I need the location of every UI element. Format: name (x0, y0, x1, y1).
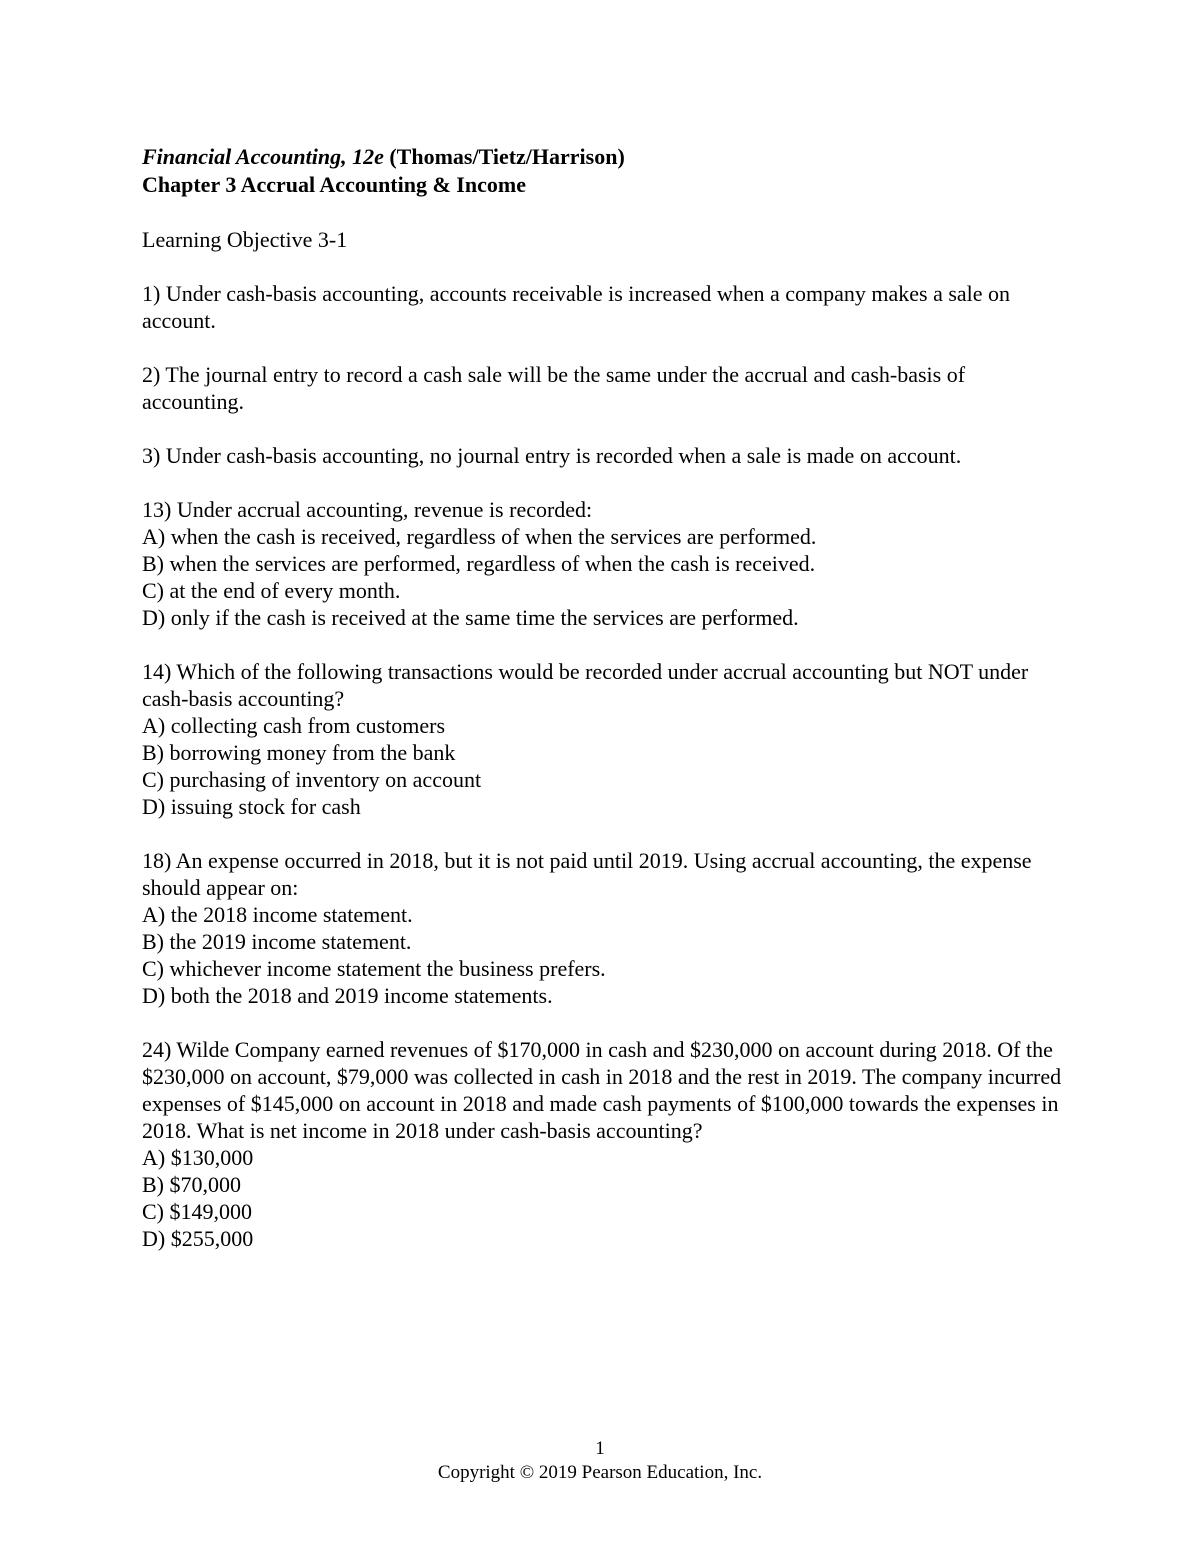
answer-option: C) purchasing of inventory on account (142, 767, 482, 792)
question-item (142, 496, 1072, 631)
answer-options (142, 523, 1072, 631)
learning-objective: Learning Objective 3-1 (142, 227, 348, 252)
page-number: 1 (595, 1438, 605, 1459)
answer-option: B) the 2019 income statement. (142, 929, 412, 954)
question-item (142, 280, 1072, 334)
question-stem: 24) Wilde Company earned revenues of $170,000 in cash and $230,000 on account during 2018. Of the $230,000 on account, $79,000 was collected in cash in 2018 and the rest in 2019. The company incurred expenses of $145,000 on account in 2018 and made cash payments of $100,000 towards the expenses in 2018. What is net income in 2018 under cash-basis accounting? (142, 1037, 1062, 1143)
question-stem: 13) Under accrual accounting, revenue is recorded: (142, 497, 593, 522)
answer-option: A) when the cash is received, regardless of when the services are performed. (142, 524, 817, 549)
question-stem: 14) Which of the following transactions would be recorded under accrual accounting but NOT under cash-basis accounting? (142, 659, 1029, 711)
answer-option: A) $130,000 (142, 1145, 254, 1170)
question-stem: 2) The journal entry to record a cash sale will be the same under the accrual and cash-basis of accounting. (142, 362, 966, 414)
question-stem: 3) Under cash-basis accounting, no journal entry is recorded when a sale is made on account. (142, 443, 962, 468)
question-stem: 18) An expense occurred in 2018, but it is not paid until 2019. Using accrual accounting, the expense should appear on: (142, 848, 1032, 900)
answer-option: B) borrowing money from the bank (142, 740, 456, 765)
answer-option: A) the 2018 income statement. (142, 902, 413, 927)
question-stem: 1) Under cash-basis accounting, accounts receivable is increased when a company makes a sale on account. (142, 281, 1011, 333)
answer-option: C) at the end of every month. (142, 578, 401, 603)
answer-option: D) both the 2018 and 2019 income statements. (142, 983, 553, 1008)
question-item (142, 847, 1072, 1009)
answer-option: B) $70,000 (142, 1172, 241, 1197)
book-title-line (142, 143, 1072, 171)
question-item (142, 361, 1072, 415)
question-item (142, 1036, 1072, 1252)
book-title: Financial Accounting, 12e (142, 144, 384, 169)
document-body (142, 143, 1072, 1252)
answer-option: C) whichever income statement the business prefers. (142, 956, 606, 981)
answer-option: D) $255,000 (142, 1226, 254, 1251)
question-item (142, 658, 1072, 820)
answer-option: C) $149,000 (142, 1199, 252, 1224)
answer-option: D) only if the cash is received at the same time the services are performed. (142, 605, 799, 630)
answer-option: B) when the services are performed, regardless of when the cash is received. (142, 551, 816, 576)
answer-options (142, 901, 1072, 1009)
chapter-title: Chapter 3 Accrual Accounting & Income (142, 172, 526, 197)
book-authors: (Thomas/Tietz/Harrison) (383, 144, 625, 169)
question-list (142, 280, 1072, 1252)
answer-option: A) collecting cash from customers (142, 713, 446, 738)
question-item (142, 442, 1072, 469)
answer-options (142, 712, 1072, 820)
answer-option: D) issuing stock for cash (142, 794, 361, 819)
answer-options (142, 1144, 1072, 1252)
copyright-notice: Copyright © 2019 Pearson Education, Inc. (437, 1462, 763, 1483)
